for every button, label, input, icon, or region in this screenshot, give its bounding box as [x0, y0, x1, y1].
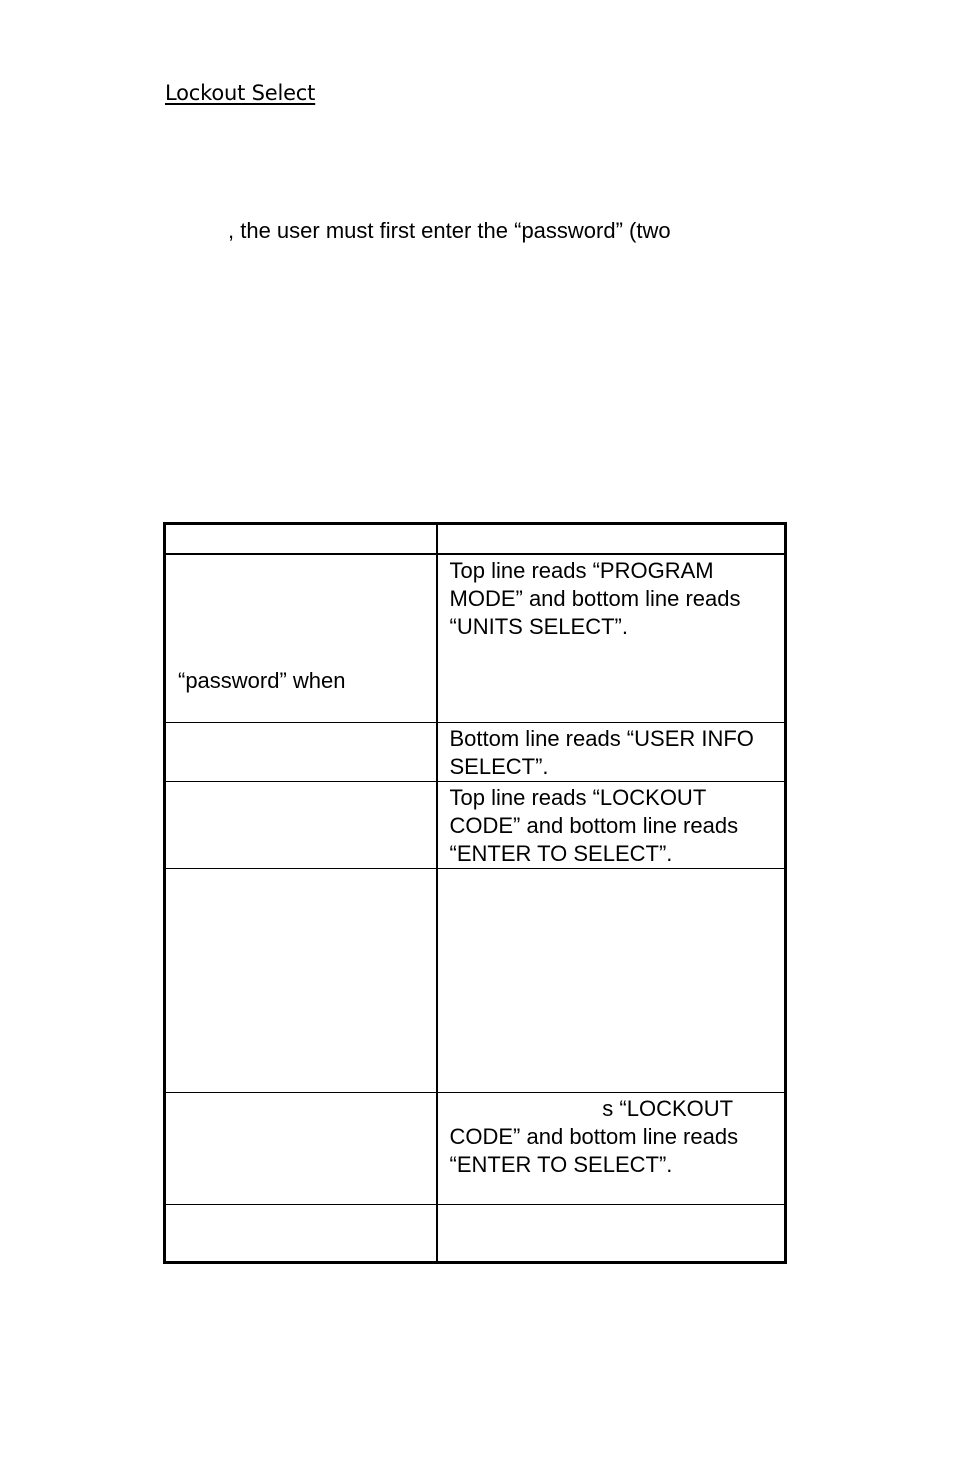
- action-cell: [165, 868, 437, 1092]
- table-row: [165, 1092, 786, 1204]
- action-cell: [165, 781, 437, 868]
- table-row: [165, 1204, 786, 1262]
- display-cell: [437, 868, 786, 1092]
- table-row: [165, 722, 786, 781]
- table-row: [165, 781, 786, 868]
- display-text: Top line reads “LOCKOUT CODE” and bottom line reads “ENTER TO SELECT”.: [449, 784, 739, 866]
- display-text: s “LOCKOUT CODE” and bottom line reads “ENTER TO SELECT”.: [449, 1095, 739, 1177]
- table-row: [165, 868, 786, 1092]
- action-cell: [165, 554, 437, 722]
- display-cell: [437, 1092, 786, 1204]
- display-cell: [437, 1204, 786, 1262]
- display-cell: [437, 722, 786, 781]
- action-cell: [165, 1204, 437, 1262]
- display-cell: [437, 781, 786, 868]
- table-row: [165, 554, 786, 722]
- table-header-row: [165, 524, 786, 555]
- section-title: Lockout Select: [165, 81, 316, 105]
- display-text: Bottom line reads “USER INFO SELECT”.: [449, 725, 754, 779]
- display-text: Top line reads “PROGRAM MODE” and bottom line reads “UNITS SELECT”.: [449, 558, 741, 639]
- display-header-cell: [437, 524, 786, 555]
- display-cell: [437, 554, 786, 722]
- procedure-table: [163, 522, 787, 1264]
- intro-paragraph: , the user must first enter the “password” (two: [228, 218, 671, 243]
- action-text: “password” when: [178, 668, 346, 693]
- action-cell: [165, 1092, 437, 1204]
- action-header-cell: [165, 524, 437, 555]
- action-cell: [165, 722, 437, 781]
